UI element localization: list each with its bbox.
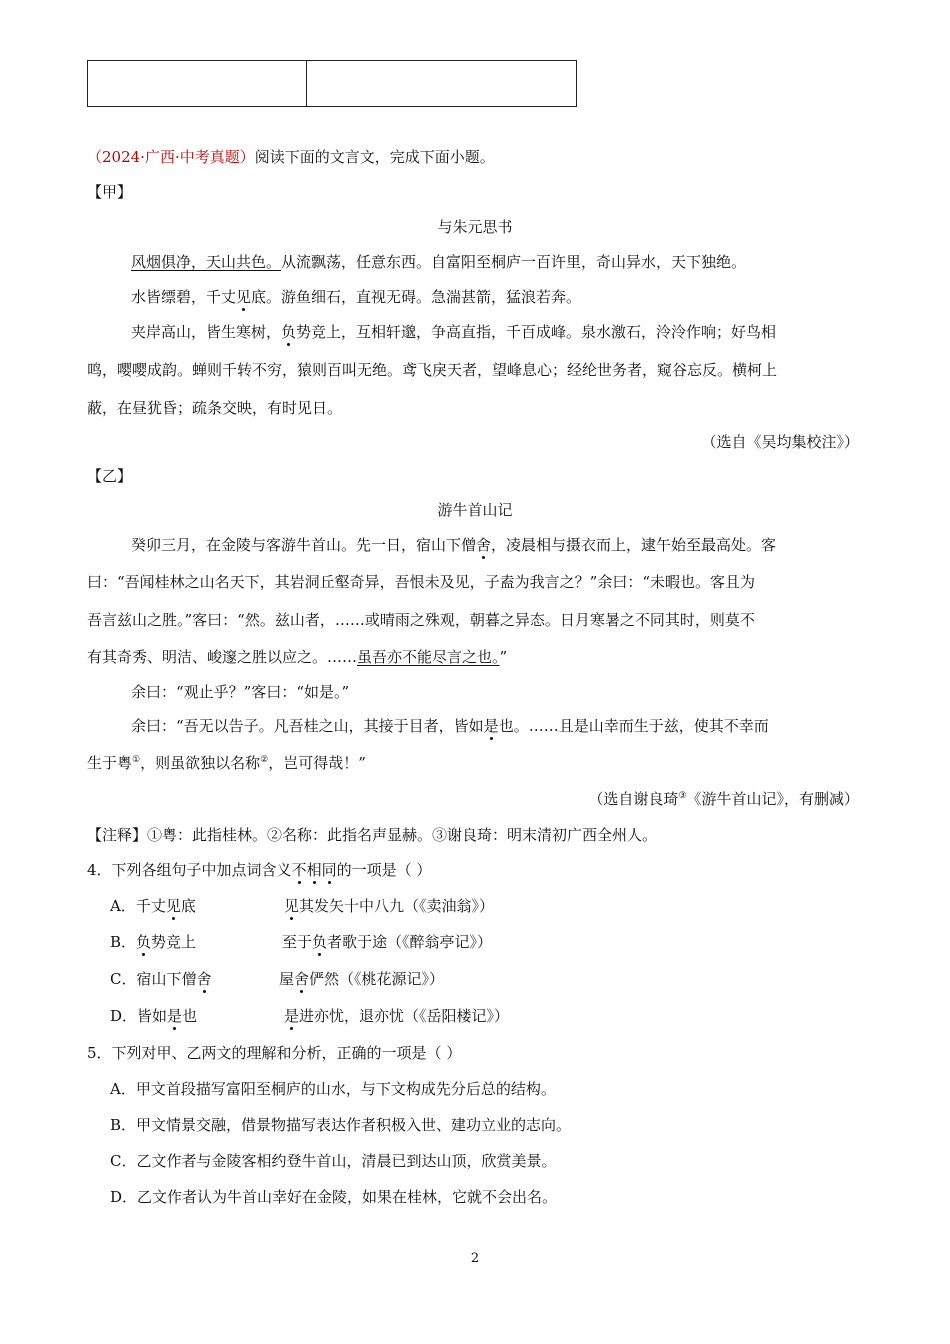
dotted-char: 相 [306, 861, 322, 879]
answer-table [87, 60, 577, 107]
q4-option-d-compare: 是进亦忧，退亦忧（《岳阳楼记》） [284, 1007, 510, 1025]
jia-source: （选自《吴均集校注》） [701, 433, 859, 451]
question-4-stem: 4．下列各组句子中加点词含义不相同的一项是（ ） [87, 861, 432, 879]
dotted-char: 是 [284, 1007, 300, 1025]
jia-paragraph-3-line-3: 蔽，在昼犹昏；疏条交映，有时见日。 [87, 399, 343, 417]
dotted-char: 见 [165, 897, 181, 915]
jia-label: 【甲】 [87, 183, 133, 201]
footnote-marker: ③ [678, 791, 687, 801]
yi-paragraph-1-line-3: 吾言兹山之胜。”客曰：“然。兹山者，……或晴雨之殊观，朝暮之异态。日月寒暑之不同其时，则莫不 [87, 611, 755, 629]
underlined-sentence: 虽吾亦不能尽言之也。 [357, 648, 500, 666]
jia-paragraph-3-line-1: 夹岸高山，皆生寒树，负势竞上，互相轩邈，争高直指，千百成峰。泉水激石，泠泠作响；好鸟相 [131, 323, 777, 341]
yi-paragraph-2: 余曰：“观止乎？”客曰：“如是。” [131, 683, 350, 701]
yi-source: （选自谢良琦③《游牛首山记》，有删减） [588, 790, 859, 808]
q4-option-c: C．宿山下僧舍 [110, 970, 212, 988]
dotted-char: 负 [281, 323, 297, 341]
dotted-char: 负 [312, 933, 328, 951]
jia-paragraph-1: 风烟俱净，天山共色。从流飘荡，任意东西。自富阳至桐庐一百许里，奇山异水，天下独绝。 [131, 253, 747, 271]
dotted-char: 是 [167, 1007, 183, 1025]
question-5-stem: 5．下列对甲、乙两文的理解和分析，正确的一项是（ ） [87, 1044, 462, 1062]
footnote-marker: ① [132, 755, 141, 765]
jia-paragraph-3-line-2: 鸣，嘤嘤成韵。蝉则千转不穷，猿则百叫无绝。鸢飞戾天者，望峰息心；经纶世务者，窥谷忘反。横柯上 [87, 361, 778, 379]
jia-paragraph-2: 水皆缥碧，千丈见底。游鱼细石，直视无碍。急湍甚箭，猛浪若奔。 [131, 288, 582, 306]
intro-line [87, 146, 495, 168]
yi-paragraph-1-line-1: 癸卯三月，在金陵与客游牛首山。先一日，宿山下僧舍，凌晨相与摄衣而上，逮午始至最高处。客 [131, 536, 777, 554]
exam-source: （2024·广西·中考真题） [87, 148, 255, 166]
table-divider [306, 61, 307, 106]
underlined-sentence: 风烟俱净，天山共色。 [131, 253, 282, 271]
dotted-char: 舍 [476, 536, 492, 554]
dotted-char: 见 [284, 897, 300, 915]
yi-paragraph-3-line-1: 余曰：“吾无以告子。凡吾桂之山，其接于目者，皆如是也。……且是山幸而生于兹，使其不幸而 [131, 717, 769, 735]
q4-option-b-compare: 至于负者歌于途（《醉翁亭记》） [282, 933, 493, 951]
dotted-char: 舍 [196, 970, 212, 988]
q4-option-a: A．千丈见底 [110, 897, 196, 915]
page-number: 2 [470, 1251, 480, 1266]
yi-label: 【乙】 [87, 467, 133, 485]
q4-option-b: B．负势竞上 [110, 933, 197, 951]
dotted-char: 不 [291, 861, 307, 879]
yi-paragraph-1-line-4: 有其奇秀、明洁、峻邃之胜以应之。……虽吾亦不能尽言之也。” [87, 648, 508, 666]
q4-option-d: D．皆如是也 [110, 1007, 198, 1025]
annotations: 【注释】①粤：此指桂林。②名称：此指名声显赫。③谢良琦：明末清初广西全州人。 [87, 826, 658, 844]
dotted-char: 舍 [294, 970, 310, 988]
yi-paragraph-3-line-2: 生于粤①，则虽欲独以名称②，岂可得哉！” [87, 754, 366, 772]
yi-title: 游牛首山记 [437, 501, 513, 519]
q5-option-d: D．乙文作者认为牛首山幸好在金陵，如果在桂林，它就不会出名。 [110, 1188, 558, 1206]
jia-title: 与朱元思书 [437, 218, 513, 236]
q5-option-a: A．甲文首段描写富阳至桐庐的山水，与下文构成先分后总的结构。 [110, 1080, 556, 1098]
q4-option-c-compare: 屋舍俨然（《桃花源记》） [279, 970, 445, 988]
q5-option-c: C．乙文作者与金陵客相约登牛首山，清晨已到达山顶，欣赏美景。 [110, 1152, 557, 1170]
dotted-char: 见 [236, 288, 252, 306]
q5-option-b: B．甲文情景交融，借景物描写表达作者积极入世、建功立业的志向。 [110, 1116, 572, 1134]
intro-text: 阅读下面的文言文，完成下面小题。 [254, 148, 495, 166]
q4-option-a-compare: 见其发矢十中八九（《卖油翁》） [284, 897, 495, 915]
dotted-char: 同 [321, 861, 337, 879]
footnote-marker: ② [260, 755, 269, 765]
dotted-char: 负 [136, 933, 152, 951]
dotted-char: 是 [483, 717, 499, 735]
yi-paragraph-1-line-2: 曰：“吾闻桂林之山名天下，其岩洞丘壑奇异，吾恨未及见，子盍为我言之？”余曰：“未暇也。客且为 [87, 573, 756, 591]
